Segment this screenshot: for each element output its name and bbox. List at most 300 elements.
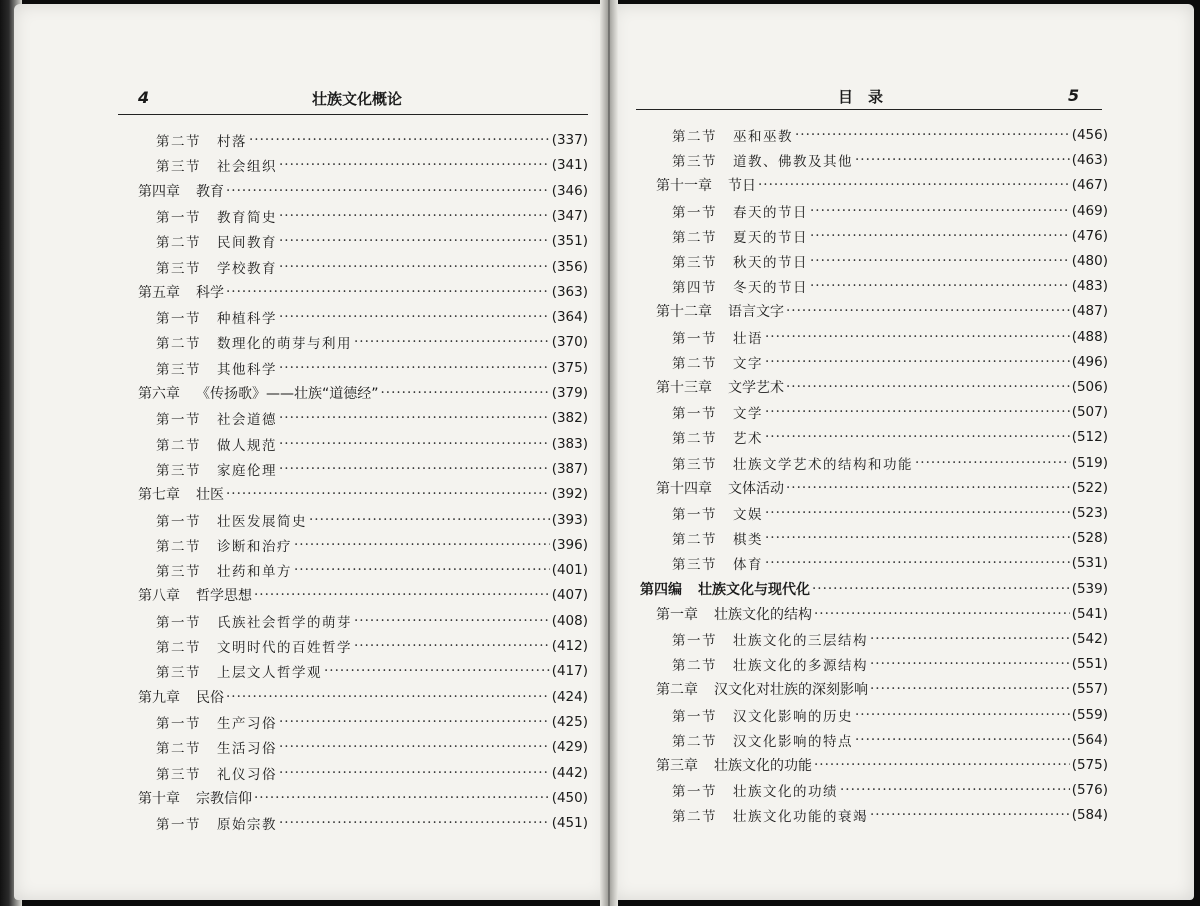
leader-dots	[381, 385, 550, 401]
toc-entry-title: 数理化的萌芽与利用	[217, 336, 352, 353]
toc-entry-label	[672, 780, 838, 800]
toc-entry-number: 第二节	[156, 134, 201, 150]
toc-entry-section	[640, 501, 1108, 525]
toc-entry-number: 第一节	[156, 412, 201, 429]
leader-dots	[309, 512, 550, 528]
leader-dots	[279, 360, 550, 376]
toc-entry-label	[656, 377, 784, 397]
toc-entry-label	[672, 125, 793, 145]
toc-entry-page: (442)	[551, 764, 588, 781]
toc-entry-section	[640, 123, 1108, 147]
toc-entry-section	[138, 305, 588, 329]
leader-dots	[279, 259, 550, 275]
toc-entry-title: 文娱	[733, 507, 763, 523]
toc-entry-number: 第一节	[156, 614, 201, 631]
toc-entry-label	[672, 654, 868, 674]
toc-entry-title: 冬天的节日	[733, 280, 808, 297]
toc-entry-number: 第一节	[156, 209, 201, 226]
toc-entry-title: 壮语	[733, 330, 763, 347]
leader-dots	[765, 329, 1070, 345]
left-page-number	[138, 88, 149, 107]
leader-dots	[795, 127, 1070, 143]
toc-entry-page: (523)	[1071, 505, 1108, 521]
leader-dots	[254, 587, 550, 603]
toc-entry-chapter	[640, 753, 1108, 777]
leader-dots	[765, 505, 1070, 521]
toc-entry-page: (337)	[551, 132, 588, 148]
toc-entry-number: 第一节	[156, 715, 201, 732]
toc-entry-number: 第二节	[156, 640, 201, 656]
leader-dots	[279, 815, 550, 831]
toc-entry-title: 生产习俗	[217, 715, 277, 732]
toc-entry-title: 春天的节日	[733, 204, 808, 221]
toc-entry-page: (576)	[1071, 782, 1108, 799]
toc-entry-title: 村落	[217, 134, 247, 150]
toc-entry-label	[156, 712, 277, 732]
toc-entry-title: 宗教信仰	[196, 790, 252, 807]
toc-entry-number: 第七章	[138, 487, 180, 504]
toc-entry-label	[156, 636, 352, 656]
toc-entry-chapter	[138, 583, 588, 607]
toc-entry-title: 文字	[733, 355, 763, 372]
toc-entry-title: 体育	[733, 557, 763, 574]
toc-entry-page: (542)	[1071, 631, 1108, 647]
toc-entry-number: 第三节	[156, 766, 201, 783]
leader-dots	[810, 228, 1070, 244]
toc-entry-page: (341)	[551, 157, 588, 174]
toc-entry-label	[656, 604, 812, 624]
toc-entry-number: 第三节	[156, 564, 201, 581]
leader-dots	[758, 177, 1070, 193]
toc-entry-label	[672, 553, 763, 573]
toc-entry-section	[640, 728, 1108, 752]
toc-entry-page: (450)	[551, 789, 588, 806]
toc-entry-section	[138, 229, 588, 253]
leader-dots	[765, 354, 1070, 370]
toc-entry-number: 第一节	[672, 406, 717, 423]
leader-dots	[294, 562, 550, 578]
toc-entry-label	[672, 705, 853, 725]
toc-entry-number: 第九章	[138, 689, 180, 706]
leader-dots	[279, 309, 550, 325]
toc-entry-page: (393)	[551, 511, 588, 528]
toc-entry-page: (382)	[551, 410, 588, 427]
toc-entry-title: 教育	[196, 183, 224, 200]
toc-entry-title: 汉文化影响的特点	[733, 733, 853, 750]
toc-entry-number: 第三节	[156, 260, 201, 277]
leader-dots	[765, 530, 1070, 546]
leader-dots	[279, 461, 550, 477]
toc-entry-label	[138, 788, 252, 808]
toc-entry-page: (451)	[551, 815, 588, 832]
leader-dots	[915, 455, 1070, 471]
toc-entry-title: 文明时代的百姓哲学	[217, 640, 352, 656]
leader-dots	[870, 807, 1070, 823]
toc-entry-label	[640, 579, 810, 599]
leader-dots	[765, 404, 1070, 420]
toc-entry-section	[640, 148, 1108, 172]
toc-entry-section	[640, 778, 1108, 802]
toc-entry-section	[640, 350, 1108, 374]
toc-entry-page: (401)	[551, 562, 588, 579]
toc-entry-number: 第二章	[656, 682, 698, 699]
toc-entry-page: (496)	[1071, 353, 1108, 370]
toc-entry-section	[640, 526, 1108, 550]
toc-entry-number: 第一节	[672, 708, 717, 725]
toc-entry-label	[138, 687, 224, 707]
toc-entry-title: 家庭伦理	[217, 462, 277, 479]
leader-dots	[814, 606, 1070, 622]
toc-entry-label	[138, 383, 379, 403]
leader-dots	[814, 757, 1070, 773]
toc-entry-label	[156, 560, 292, 580]
toc-entry-page: (557)	[1071, 681, 1108, 698]
toc-entry-title: 秋天的节日	[733, 255, 808, 271]
toc-entry-page: (469)	[1071, 202, 1108, 219]
toc-entry-label	[156, 155, 277, 175]
leader-dots	[279, 410, 550, 426]
toc-entry-page: (507)	[1071, 404, 1108, 421]
toc-entry-title: 文学艺术	[728, 380, 784, 396]
toc-entry-number: 第二节	[156, 538, 201, 555]
toc-entry-title: 壮医	[196, 487, 224, 504]
toc-entry-section	[138, 330, 588, 354]
toc-entry-section	[640, 274, 1108, 298]
toc-entry-section	[138, 153, 588, 177]
toc-entry-title: 语言文字	[728, 304, 784, 321]
toc-entry-section	[138, 128, 588, 152]
toc-entry-label	[156, 257, 277, 277]
toc-entry-label	[156, 307, 277, 327]
toc-entry-title: 上层文人哲学观	[217, 665, 322, 682]
toc-entry-section	[640, 199, 1108, 223]
toc-entry-page: (512)	[1071, 429, 1108, 446]
toc-entry-title: 《传扬歌》——壮族“道德经”	[196, 386, 379, 402]
toc-entry-number: 第一节	[156, 817, 201, 834]
toc-entry-page: (559)	[1071, 706, 1108, 723]
toc-entry-page: (519)	[1071, 454, 1108, 471]
toc-entry-section	[138, 356, 588, 380]
toc-entry-number: 第四章	[138, 183, 180, 200]
toc-entry-number: 第二节	[156, 437, 201, 454]
toc-entry-number: 第四编	[640, 581, 682, 598]
toc-entry-section	[138, 735, 588, 759]
leader-dots	[810, 203, 1070, 219]
toc-entry-page: (425)	[551, 713, 588, 730]
toc-entry-page: (506)	[1071, 379, 1108, 395]
toc-entry-label	[672, 528, 763, 548]
toc-entry-page: (483)	[1071, 278, 1108, 295]
toc-entry-title: 汉文化影响的历史	[733, 708, 853, 725]
toc-entry-label	[672, 629, 868, 649]
leader-dots	[870, 681, 1070, 697]
toc-entry-page: (417)	[551, 663, 588, 680]
toc-entry-label	[672, 150, 853, 170]
toc-entry-section	[640, 425, 1108, 449]
toc-entry-number: 第一节	[672, 507, 717, 523]
leader-dots	[855, 707, 1070, 723]
toc-entry-section	[640, 325, 1108, 349]
running-title: 壮族文化概论	[312, 90, 403, 108]
page-number: 5	[1068, 86, 1080, 105]
toc-entry-title: 壮族文化的功绩	[733, 784, 838, 801]
toc-entry-page: (476)	[1071, 227, 1108, 244]
toc-entry-title: 壮族文化功能的衰竭	[733, 809, 868, 826]
toc-entry-page: (408)	[551, 612, 588, 629]
toc-entry-page: (551)	[1071, 656, 1108, 673]
toc-entry-chapter	[138, 482, 588, 506]
toc-entry-part	[640, 577, 1108, 601]
toc-entry-title: 氏族社会哲学的萌芽	[217, 614, 352, 631]
toc-entry-label	[138, 484, 224, 504]
toc-entry-number: 第二节	[156, 336, 201, 353]
toc-entry-chapter	[138, 381, 588, 405]
toc-entry-page: (467)	[1071, 177, 1108, 194]
toc-entry-number: 第四节	[672, 280, 717, 297]
toc-entry-number: 第一章	[656, 606, 698, 623]
leader-dots	[786, 379, 1070, 395]
toc-entry-title: 壮族文化的三层结构	[733, 633, 868, 649]
toc-entry-page: (412)	[551, 638, 588, 654]
toc-entry-page: (463)	[1071, 152, 1108, 169]
toc-entry-number: 第三节	[156, 159, 201, 176]
leader-dots	[254, 790, 550, 806]
toc-entry-chapter	[640, 375, 1108, 399]
leader-dots	[354, 334, 550, 350]
toc-entry-number: 第一节	[672, 633, 717, 649]
toc-entry-title: 艺术	[733, 431, 763, 448]
running-title: 目 录	[838, 88, 884, 106]
toc-entry-number: 第三节	[156, 462, 201, 479]
toc-entry-section	[138, 609, 588, 633]
toc-entry-number: 第一节	[672, 784, 717, 801]
toc-entry-page: (351)	[551, 233, 588, 250]
toc-entry-section	[138, 761, 588, 785]
toc-entry-chapter	[138, 179, 588, 203]
toc-entry-label	[156, 332, 352, 352]
toc-entry-section	[640, 224, 1108, 248]
toc-entry-title: 文体活动	[728, 480, 784, 497]
toc-entry-title: 壮药和单方	[217, 564, 292, 581]
toc-entry-title: 壮族文学艺术的结构和功能	[733, 456, 913, 473]
toc-entry-number: 第二节	[672, 532, 717, 549]
toc-entry-page: (528)	[1071, 530, 1108, 547]
right-running-title	[838, 86, 883, 107]
toc-entry-number: 第三节	[672, 557, 717, 574]
toc-entry-number: 第三节	[672, 456, 717, 473]
toc-entry-page: (407)	[551, 587, 588, 604]
toc-entry-label	[656, 175, 756, 195]
leader-dots	[226, 284, 550, 300]
toc-entry-page: (488)	[1071, 328, 1108, 345]
toc-entry-label	[672, 730, 853, 750]
toc-entry-title: 文学	[733, 406, 763, 423]
toc-entry-page: (387)	[551, 460, 588, 477]
toc-entry-section	[640, 249, 1108, 273]
toc-entry-title: 壮族文化与现代化	[698, 581, 810, 598]
leader-dots	[354, 638, 550, 654]
toc-entry-title: 学校教育	[217, 260, 277, 277]
toc-entry-section	[138, 508, 588, 532]
right-page-number	[1068, 86, 1079, 105]
leader-dots	[226, 486, 550, 502]
toc-entry-chapter	[640, 173, 1108, 197]
leader-dots	[870, 656, 1070, 672]
toc-entry-chapter	[640, 677, 1108, 701]
toc-entry-label	[672, 226, 808, 246]
toc-entry-label	[672, 251, 808, 271]
toc-entry-number: 第十四章	[656, 480, 712, 497]
toc-entry-section	[138, 710, 588, 734]
toc-entry-title: 社会道德	[217, 412, 277, 429]
toc-entry-number: 第二节	[672, 355, 717, 372]
leader-dots	[279, 436, 550, 452]
toc-entry-chapter	[138, 280, 588, 304]
toc-entry-label	[156, 408, 277, 428]
leader-dots	[765, 555, 1070, 571]
toc-entry-number: 第二节	[672, 129, 717, 145]
toc-entry-chapter	[138, 685, 588, 709]
toc-entry-label	[656, 478, 784, 498]
toc-entry-page: (539)	[1071, 580, 1108, 597]
toc-entry-section	[640, 803, 1108, 827]
toc-entry-page: (531)	[1071, 555, 1108, 572]
toc-entry-number: 第三节	[156, 361, 201, 378]
left-running-title	[312, 88, 402, 109]
toc-entry-label	[156, 813, 277, 833]
header-rule	[118, 114, 588, 115]
toc-entry-number: 第十二章	[656, 304, 712, 321]
toc-entry-title: 民俗	[196, 689, 224, 706]
toc-entry-title: 棋类	[733, 532, 763, 549]
leader-dots	[840, 782, 1070, 798]
toc-entry-page: (575)	[1071, 757, 1108, 773]
toc-entry-number: 第二节	[156, 235, 201, 252]
toc-entry-label	[156, 434, 277, 454]
toc-entry-page: (456)	[1071, 127, 1108, 143]
toc-entry-title: 哲学思想	[196, 588, 252, 605]
leader-dots	[279, 714, 550, 730]
toc-entry-section	[138, 457, 588, 481]
leader-dots	[294, 537, 550, 553]
leader-dots	[279, 208, 550, 224]
toc-entry-number: 第十一章	[656, 178, 712, 195]
leader-dots	[279, 765, 550, 781]
toc-entry-number: 第五章	[138, 284, 180, 301]
toc-entry-title: 壮族文化的结构	[714, 606, 812, 623]
toc-entry-label	[156, 358, 277, 378]
toc-entry-label	[156, 459, 277, 479]
toc-entry-label	[156, 535, 292, 555]
toc-entry-page: (429)	[551, 739, 588, 756]
leader-dots	[324, 663, 550, 679]
toc-entry-number: 第三章	[656, 758, 698, 774]
toc-entry-page: (370)	[551, 334, 588, 351]
toc-entry-title: 壮族文化的功能	[714, 758, 812, 774]
toc-entry-label	[138, 282, 224, 302]
toc-entry-page: (584)	[1071, 807, 1108, 824]
toc-entry-page: (363)	[551, 283, 588, 300]
toc-entry-number: 第二节	[672, 733, 717, 750]
toc-entry-title: 汉文化对壮族的深刻影响	[714, 682, 868, 699]
toc-entry-page: (522)	[1071, 479, 1108, 496]
toc-entry-page: (392)	[551, 486, 588, 503]
toc-entry-section	[640, 652, 1108, 676]
toc-entry-section	[640, 703, 1108, 727]
toc-entry-title: 道教、佛教及其他	[733, 154, 853, 171]
leader-dots	[226, 183, 550, 199]
toc-entry-title: 其他科学	[217, 361, 277, 378]
leader-dots	[765, 429, 1070, 445]
toc-entry-label	[156, 737, 277, 757]
toc-entry-title: 民间教育	[217, 235, 277, 252]
book-gutter	[600, 0, 618, 906]
toc-entry-chapter	[640, 476, 1108, 500]
leader-dots	[226, 689, 550, 705]
leader-dots	[786, 480, 1070, 496]
toc-entry-title: 诊断和治疗	[217, 538, 292, 555]
toc-entry-number: 第一节	[156, 513, 201, 530]
toc-entry-section	[138, 204, 588, 228]
toc-entry-label	[672, 453, 913, 473]
toc-entry-section	[640, 451, 1108, 475]
toc-left	[138, 128, 588, 834]
toc-entry-number: 第十章	[138, 790, 180, 807]
toc-entry-page: (541)	[1071, 605, 1108, 622]
toc-entry-number: 第一节	[672, 204, 717, 221]
toc-entry-label	[156, 763, 277, 783]
toc-entry-page: (487)	[1071, 303, 1108, 320]
toc-entry-title: 种植科学	[217, 311, 277, 328]
toc-entry-page: (564)	[1071, 731, 1108, 748]
toc-entry-label	[672, 327, 763, 347]
toc-entry-label	[672, 276, 808, 296]
toc-entry-chapter	[640, 602, 1108, 626]
leader-dots	[812, 581, 1070, 597]
toc-entry-number: 第二节	[672, 431, 717, 448]
toc-entry-section	[640, 400, 1108, 424]
leader-dots	[786, 303, 1070, 319]
toc-entry-page: (346)	[551, 182, 588, 199]
toc-entry-title: 教育简史	[217, 209, 277, 226]
toc-entry-label	[156, 130, 247, 150]
toc-entry-label	[672, 427, 763, 447]
toc-entry-title: 壮族文化的多源结构	[733, 658, 868, 675]
toc-entry-label	[672, 201, 808, 221]
leader-dots	[870, 631, 1070, 647]
toc-entry-title: 礼仪习俗	[217, 766, 277, 783]
toc-entry-section	[138, 255, 588, 279]
leader-dots	[810, 278, 1070, 294]
toc-entry-chapter	[138, 786, 588, 810]
toc-right	[640, 123, 1108, 826]
toc-entry-label	[656, 679, 868, 699]
toc-entry-title: 科学	[196, 284, 224, 301]
toc-entry-label	[156, 661, 322, 681]
leader-dots	[810, 253, 1070, 269]
toc-entry-number: 第八章	[138, 588, 180, 605]
toc-entry-label	[138, 181, 224, 201]
toc-entry-number: 第六章	[138, 386, 180, 402]
toc-entry-label	[156, 206, 277, 226]
toc-entry-page: (379)	[551, 385, 588, 401]
toc-entry-page: (480)	[1071, 253, 1108, 269]
toc-entry-number: 第三节	[156, 665, 201, 682]
toc-entry-number: 第十三章	[656, 380, 712, 396]
toc-entry-title: 节日	[728, 178, 756, 195]
toc-entry-number: 第一节	[156, 311, 201, 328]
toc-entry-section	[138, 558, 588, 582]
